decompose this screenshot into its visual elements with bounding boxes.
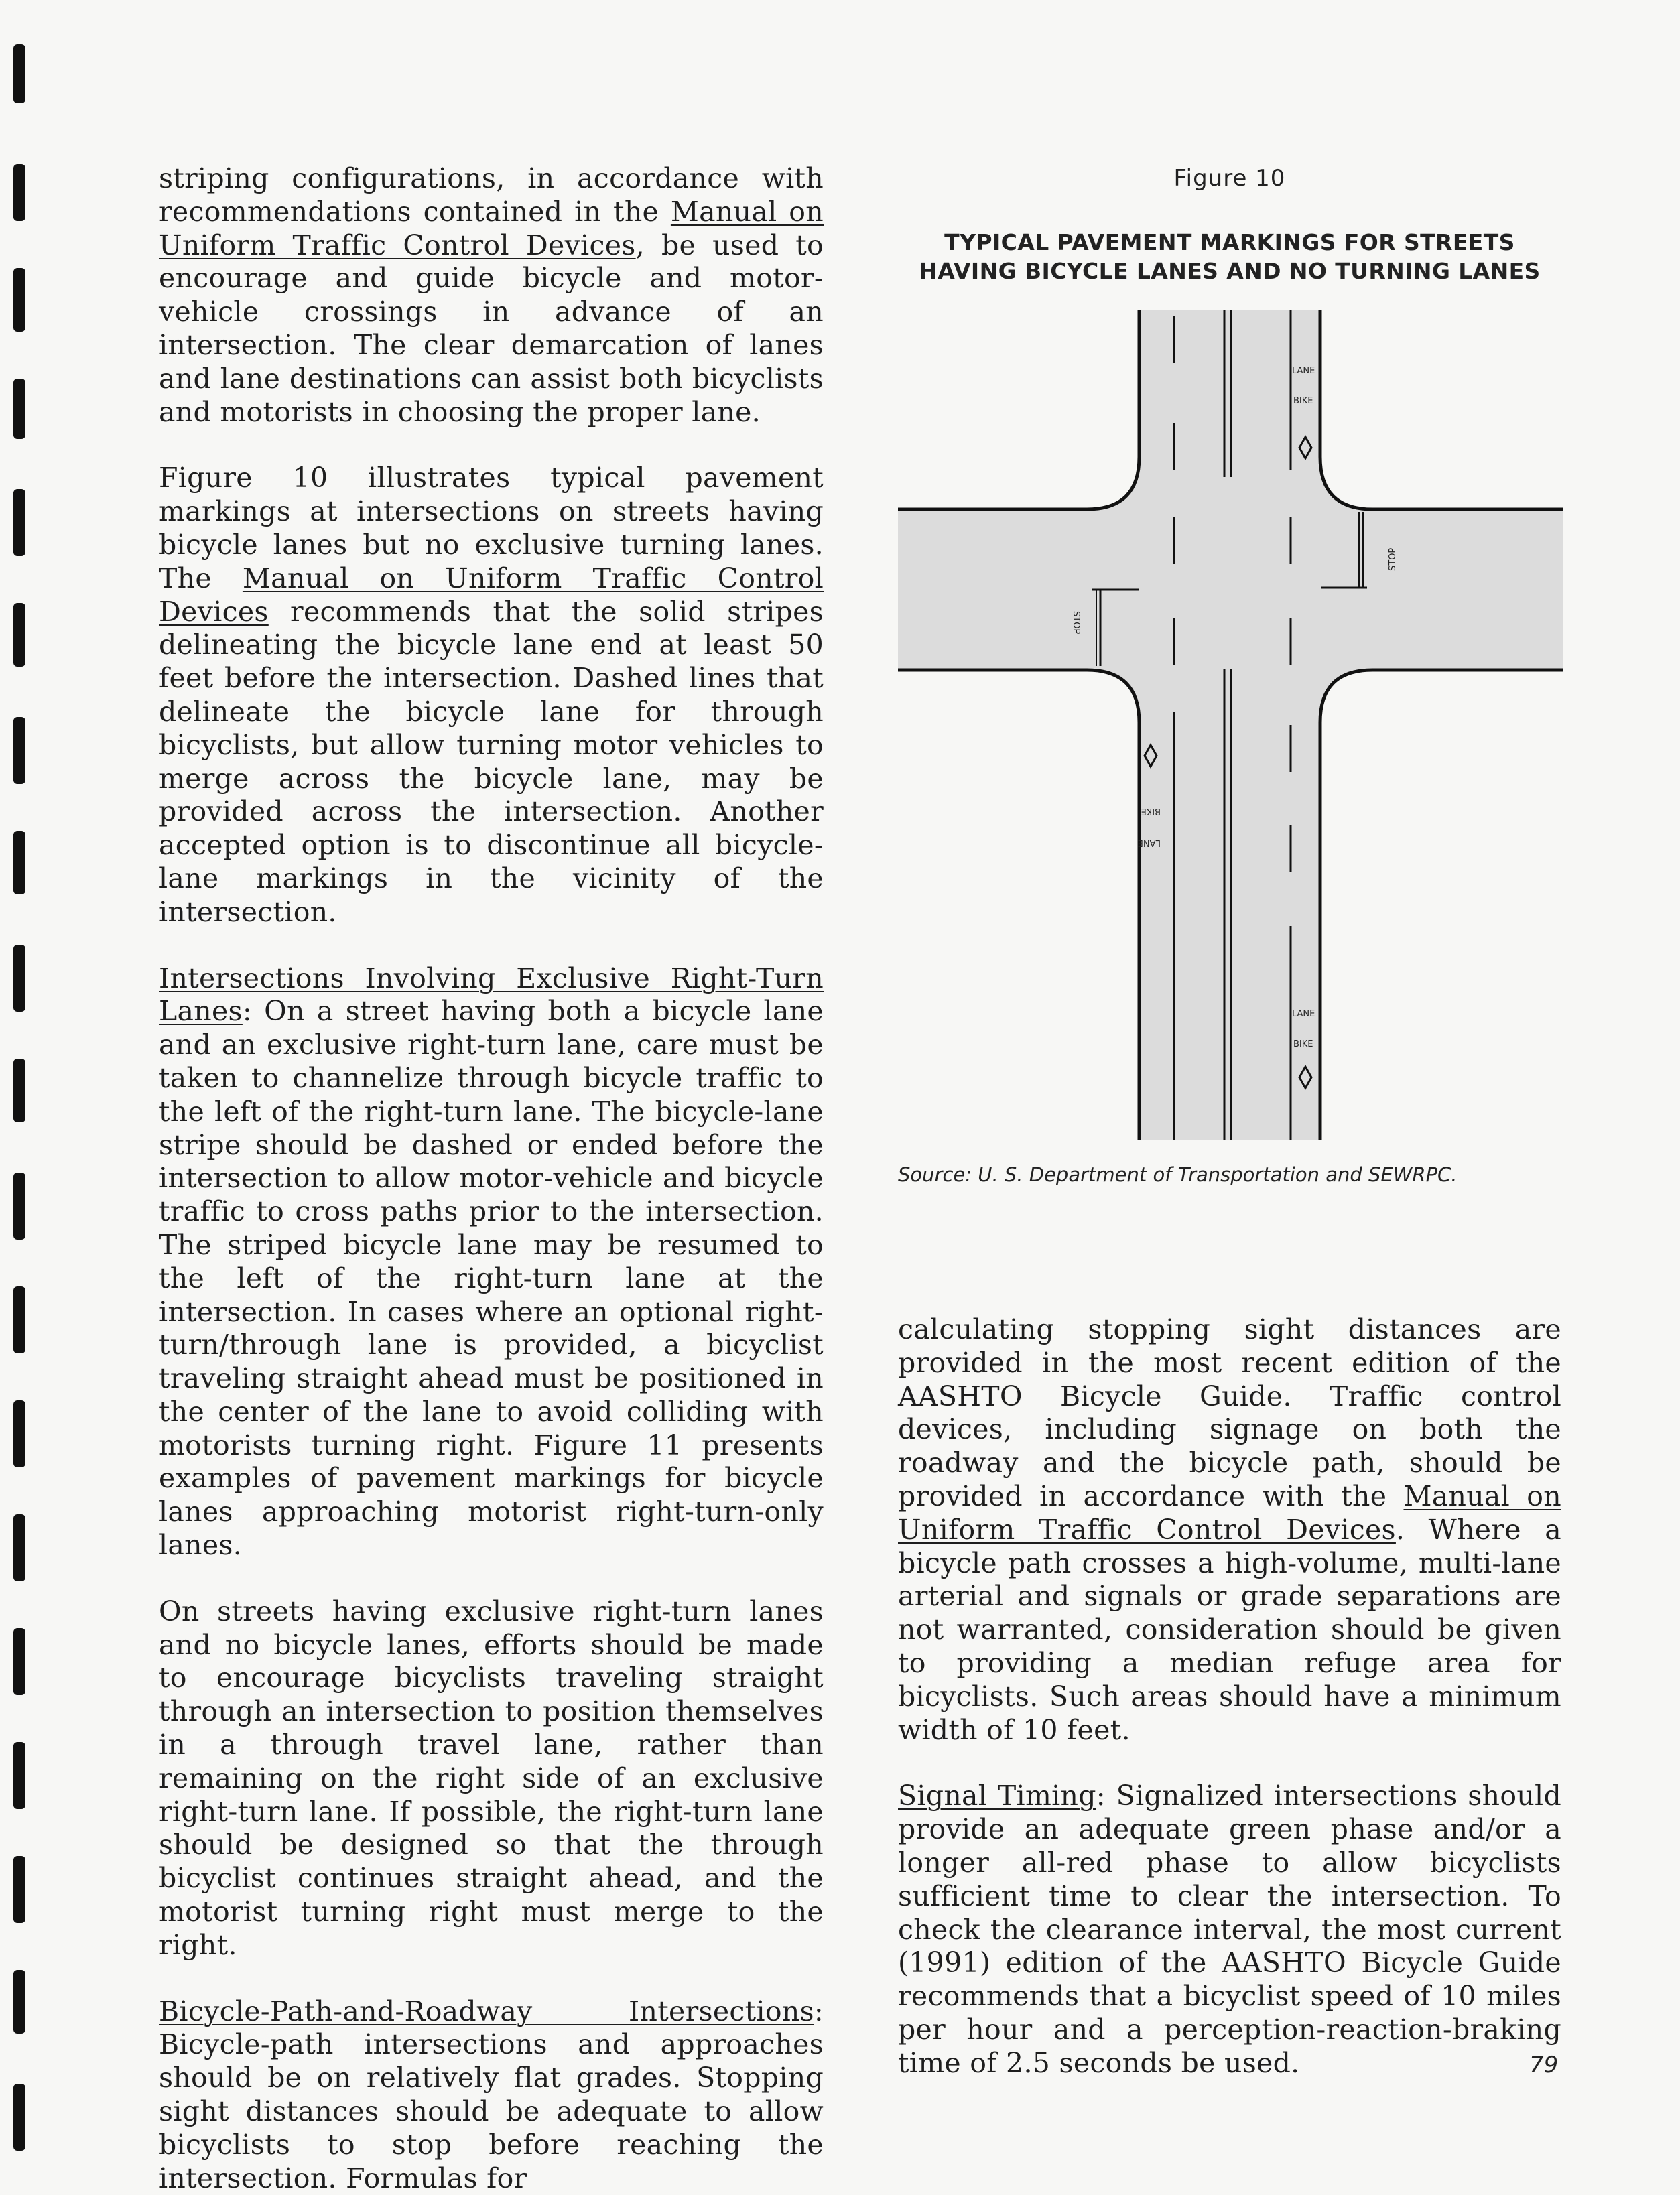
lane-marking-text: LANE <box>1292 1009 1315 1019</box>
paragraph <box>898 1313 1561 1747</box>
paragraph-text: calculating stopping sight distances are provided in the most recent edition of the AASHTO Bicycle Guide. Traffic control devices, including signage on both the roadway and the bicycle path, should be provided in accordance with the <box>898 1313 1561 1512</box>
figure-title-line: TYPICAL PAVEMENT MARKINGS FOR STREETS <box>944 229 1515 255</box>
manual-reference: Manual on Uniform Traffic Control Devices <box>159 561 824 628</box>
binding-hole <box>13 603 25 667</box>
binding-hole <box>13 1400 25 1467</box>
lane-marking-text: LANE <box>1137 838 1161 848</box>
paragraph <box>898 1780 1561 2080</box>
binding-hole <box>13 1286 25 1353</box>
binding-hole <box>13 1059 25 1122</box>
manual-reference: Manual on Uniform Traffic Control Devices <box>159 195 824 261</box>
intersection-diagram <box>898 310 1563 1140</box>
binding-hole <box>13 489 25 556</box>
binding-hole <box>13 2084 25 2151</box>
road-edge <box>898 670 1139 1140</box>
manual-reference: Manual on Uniform Traffic Control Devices <box>898 1479 1561 1546</box>
road-edge <box>898 310 1139 509</box>
paragraph-text: On streets having exclusive right-turn lanes and no bicycle lanes, efforts should be made to encourage bicyclists traveling straight through an intersection to position themselves in a through travel lane, rather than remaining on the right side of an exclusive right-turn lane. If possible, the right-turn lane should be designed so that the through bicyclist continues straight ahead, and the motorist turning right must merge to the right. <box>159 1595 824 1961</box>
paragraph <box>159 462 824 929</box>
paragraph-text: : On a street having both a bicycle lane and an exclusive right-turn lane, care must be taken to channelize through bicycle traffic to the left of the right-turn lane. The bicycle-lane stripe should be dashed or ended before the intersection to allow motor-vehicle and bicycle traffic to cross paths prior to the intersection. The striped bicycle lane may be resumed to the left of the right-turn lane at the intersection. In cases where an optional right-turn/through lane is provided, a bicyclist traveling straight ahead must be positioned in the center of the lane to avoid colliding with motorists turning right. Figure 11 presents examples of pavement markings for bicycle lanes approaching motorist right-turn-only lanes. <box>159 995 824 1562</box>
bike-marking-text: BIKE <box>1293 396 1313 406</box>
binding-hole <box>13 1742 25 1809</box>
binding-hole <box>13 1856 25 1923</box>
binding-hole <box>13 1628 25 1695</box>
bike-marking-text: BIKE <box>1141 806 1161 816</box>
binding-hole <box>13 717 25 784</box>
section-heading: Signal Timing <box>898 1780 1096 1812</box>
binding-hole <box>13 268 25 332</box>
paragraph <box>159 962 824 1562</box>
stop-marking-text: STOP <box>1388 547 1398 571</box>
bike-marking-text: BIKE <box>1293 1039 1313 1049</box>
paragraph <box>159 162 824 429</box>
paragraph <box>159 1995 824 2195</box>
binding-hole <box>13 945 25 1012</box>
paragraph-text: Figure 10 illustrates typical pavement markings at intersections on streets having bicycle lanes but no exclusive turning lanes. The <box>159 462 824 594</box>
binding-hole <box>13 44 25 103</box>
section-heading: Bicycle-Path-and-Roadway Intersections <box>159 1995 814 2027</box>
road-edge <box>1320 310 1563 509</box>
binding-hole <box>13 1970 25 2034</box>
binding-hole <box>13 1173 25 1240</box>
lane-marking-text: LANE <box>1292 366 1315 376</box>
road-edge <box>1320 670 1563 1140</box>
paragraph-text: recommends that the solid stripes delineating the bicycle lane end at least 50 feet before the intersection. Dashed lines that delineate the bicycle lane for through bicyclists, but allow turning motor vehicles to merge across the bicycle lane, may be provided across the intersection. Another accepted option is to discontinue all bicycle-lane markings in the vicinity of the intersection. <box>159 595 824 928</box>
binding-hole <box>13 1514 25 1581</box>
figure-title <box>871 228 1588 285</box>
binding-hole <box>13 379 25 439</box>
binding-hole <box>13 831 25 894</box>
paragraph-text: , be used to encourage and guide bicycle and motor-vehicle crossings in advance of an intersection. The clear demarcation of lanes and lane destinations can assist both bicyclists and motorists in choosing the proper lane. <box>159 228 824 428</box>
stop-marking-text: STOP <box>1071 611 1081 635</box>
paragraph-text: striping configurations, in accordance with recommendations contained in the <box>159 162 824 228</box>
left-column <box>159 162 824 2195</box>
figure-source: Source: U. S. Department of Transportation and SEWRPC. <box>898 1163 1458 1186</box>
page-number: 79 <box>1529 2052 1559 2078</box>
section-heading: Intersections Involving Exclusive Right-Turn Lanes <box>159 961 824 1028</box>
paragraph-text: : Signalized intersections should provide an adequate green phase and/or a longer all-red phase to allow bicyclists sufficient time to clear the intersection. To check the clearance interval, the most current (1991) edition of the AASHTO Bicycle Guide recommends that a bicyclist speed of 10 miles per hour and a perception-reaction-braking time of 2.5 seconds be used. <box>898 1780 1561 2079</box>
right-column <box>898 1313 1561 2080</box>
paragraph-text: : Bicycle-path intersections and approaches should be on relatively flat grades. Stopping sight distances should be adequate to allow bicyclists to stop before reaching the intersection. Formulas for <box>159 1995 824 2194</box>
paragraph-text: . Where a bicycle path crosses a high-volume, multi-lane arterial and signals or grade separations are not warranted, consideration should be given to providing a median refuge area for bicyclists. Such areas should have a minimum width of 10 feet. <box>898 1513 1561 1746</box>
binding-hole <box>13 164 25 221</box>
figure-label: Figure 10 <box>1173 165 1286 192</box>
figure-title-line: HAVING BICYCLE LANES AND NO TURNING LANES <box>919 258 1541 284</box>
paragraph <box>159 1595 824 1963</box>
